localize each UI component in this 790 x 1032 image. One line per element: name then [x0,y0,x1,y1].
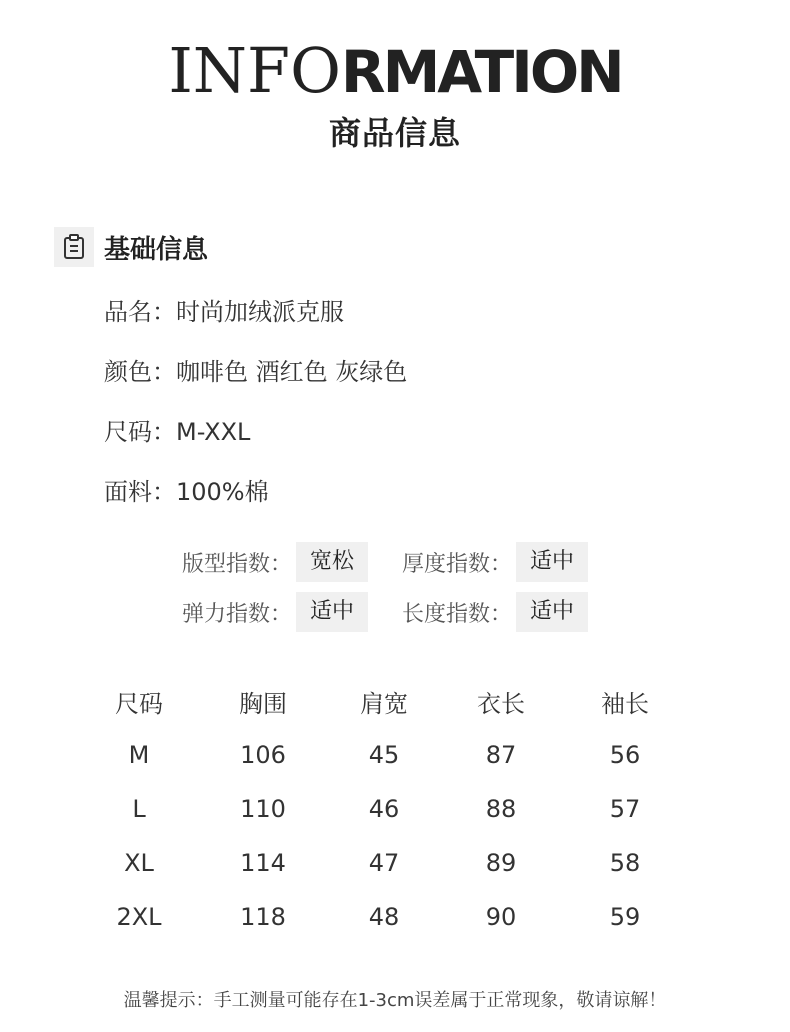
clipboard-icon [54,227,94,267]
length-index-label: 长度指数： [402,601,513,627]
table-row [100,728,668,782]
size-table [100,674,668,944]
thickness-index-label: 厚度指数： [402,551,513,577]
table-cell: 110 [240,795,286,823]
size-table-header [100,674,668,728]
table-cell: 90 [485,903,517,931]
table-cell: 46 [368,795,400,823]
table-header-cell: 尺码 [115,689,163,718]
table-header-cell: 肩宽 [360,689,408,718]
table-row [100,836,668,890]
table-row [100,890,668,944]
table-cell: L [132,795,146,823]
thickness-index-value: 适中 [516,542,588,582]
table-cell: 2XL [116,903,162,931]
table-header-cell: 袖长 [601,689,649,718]
table-cell: 114 [240,849,286,877]
table-cell: XL [124,849,154,877]
length-index-value: 适中 [516,592,588,632]
table-cell: 106 [240,741,286,769]
title-thin-part: INFO [168,34,341,107]
size-line [104,412,250,447]
table-cell: 57 [609,795,641,823]
color-label: 颜色： [104,358,176,386]
table-header-cell: 胸围 [239,689,287,718]
page-subtitle: 商品信息 [328,114,461,152]
fabric-value: 100%棉 [176,478,269,506]
page-header [0,36,790,154]
table-cell: 56 [609,741,641,769]
product-name-label: 品名： [104,298,176,326]
table-cell: 89 [485,849,517,877]
index-row-1 [182,542,588,582]
product-name-value: 时尚加绒派克服 [176,298,344,326]
table-cell: M [128,741,150,769]
color-value: 咖啡色 酒红色 灰绿色 [176,358,408,386]
index-row-2 [182,592,588,632]
footer-note: 温馨提示：手工测量可能存在1-3cm误差属于正常现象，敬请谅解！ [123,990,667,1011]
table-cell: 88 [485,795,517,823]
information-title [0,36,790,106]
table-cell: 59 [609,903,641,931]
size-value: M-XXL [176,418,251,446]
table-cell: 48 [368,903,400,931]
table-cell: 118 [240,903,286,931]
fit-index-value: 宽松 [296,542,368,582]
table-cell: 45 [368,741,400,769]
table-cell: 58 [609,849,641,877]
fabric-label: 面料： [104,478,176,506]
elastic-index-value: 适中 [296,592,368,632]
basic-info-heading [54,226,208,268]
fabric-line [104,472,269,507]
elastic-index-label: 弹力指数： [182,601,293,627]
table-row [100,782,668,836]
color-line [104,352,407,387]
product-name-line [104,292,344,327]
size-label: 尺码： [104,418,176,446]
fit-index-label: 版型指数： [182,551,293,577]
table-header-cell: 衣长 [477,689,525,718]
table-cell: 47 [368,849,400,877]
section-title: 基础信息 [104,234,209,265]
title-bold-part: RMATION [340,38,622,106]
table-cell: 87 [485,741,517,769]
